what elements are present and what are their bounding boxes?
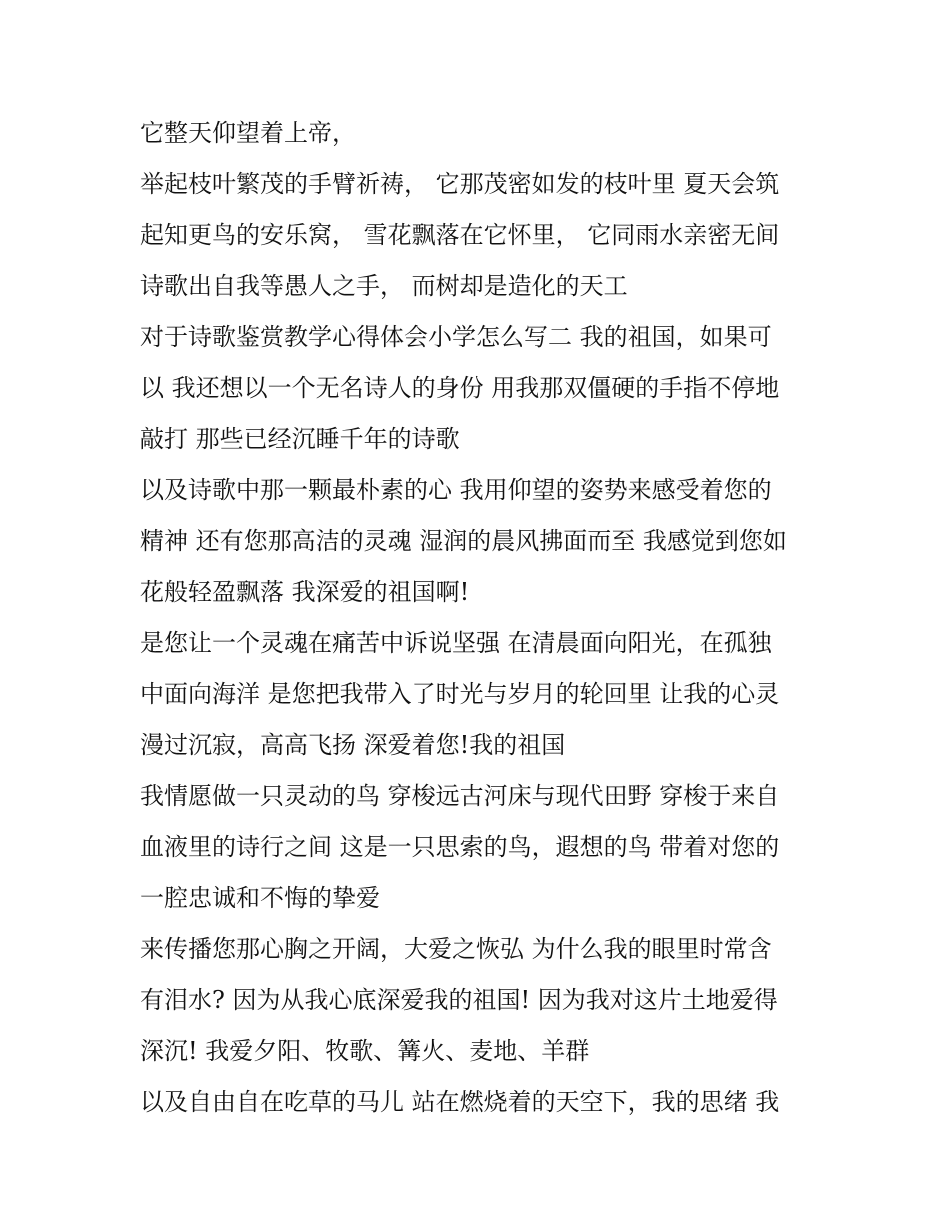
text-line-7: 敲打 那些已经沉睡千年的诗歌: [140, 425, 460, 453]
text-line-4: 诗歌出自我等愚人之手， 而树却是造化的天工: [140, 272, 628, 300]
text-line-20: 以及自由自在吃草的马儿 站在燃烧着的天空下，我的思绪 我: [140, 1088, 780, 1116]
text-line-15: 血液里的诗行之间 这是一只思索的鸟，遐想的鸟 带着对您的: [140, 833, 780, 861]
text-line-2: 举起枝叶繁茂的手臂祈祷， 它那茂密如发的枝叶里 夏天会筑: [140, 170, 780, 198]
text-line-13: 漫过沉寂，高高飞扬 深爱着您!我的祖国: [140, 731, 566, 759]
text-line-16: 一腔忠诚和不悔的挚爱: [140, 884, 380, 912]
text-line-19: 深沉! 我爱夕阳、牧歌、篝火、麦地、羊群: [140, 1037, 590, 1065]
text-line-6: 以 我还想以一个无名诗人的身份 用我那双僵硬的手指不停地: [140, 374, 780, 402]
text-line-5: 对于诗歌鉴赏教学心得体会小学怎么写二 我的祖国，如果可: [140, 323, 772, 351]
text-line-8: 以及诗歌中那一颗最朴素的心 我用仰望的姿势来感受着您的: [140, 476, 772, 504]
text-line-10: 花般轻盈飘落 我深爱的祖国啊!: [140, 578, 470, 606]
body-text: [140, 108, 820, 1128]
text-line-3: 起知更鸟的安乐窝， 雪花飘落在它怀里， 它同雨水亲密无间: [140, 221, 780, 249]
text-line-9: 精神 还有您那高洁的灵魂 湿润的晨风拂面而至 我感觉到您如: [140, 527, 787, 555]
text-line-1: 它整天仰望着上帝，: [140, 119, 356, 147]
text-line-11: 是您让一个灵魂在痛苦中诉说坚强 在清晨面向阳光，在孤独: [140, 629, 772, 657]
text-line-12: 中面向海洋 是您把我带入了时光与岁月的轮回里 让我的心灵: [140, 680, 780, 708]
text-line-17: 来传播您那心胸之开阔，大爱之恢弘 为什么我的眼里时常含: [140, 935, 772, 963]
text-line-18: 有泪水? 因为从我心底深爱我的祖国! 因为我对这片土地爱得: [140, 986, 778, 1014]
text-line-14: 我情愿做一只灵动的鸟 穿梭远古河床与现代田野 穿梭于来自: [140, 782, 780, 810]
